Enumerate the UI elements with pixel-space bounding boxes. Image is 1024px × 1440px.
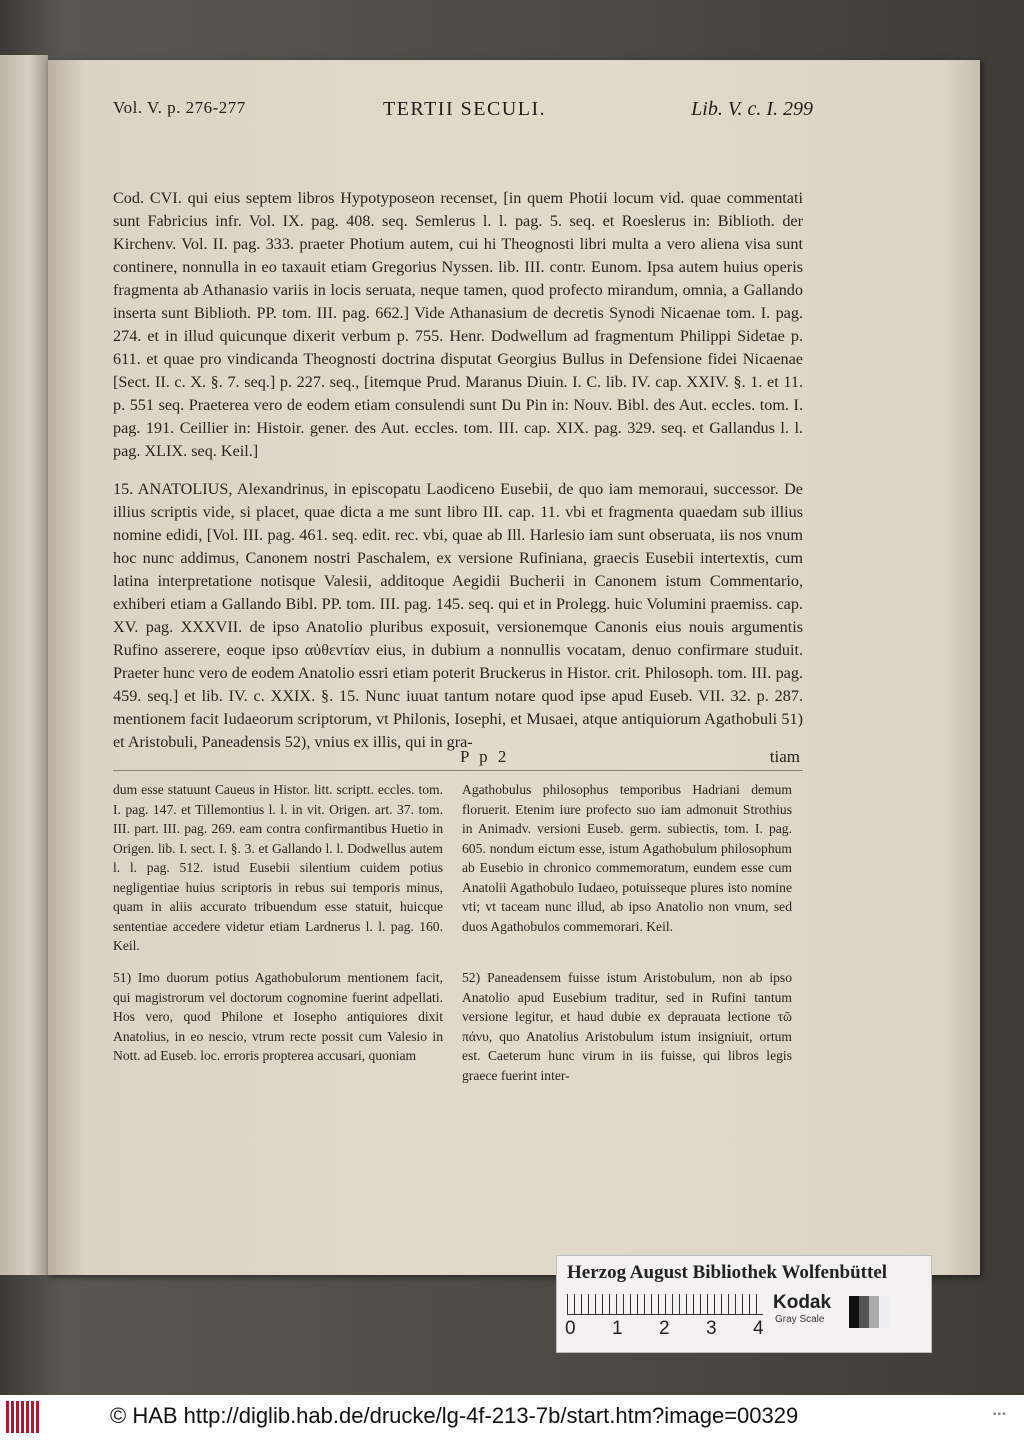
ruler-number: 4 — [753, 1318, 764, 1339]
kodak-logo: Kodak — [773, 1292, 832, 1313]
signature-mark: P p 2 — [460, 747, 510, 766]
header-volume-ref: Vol. V. p. 276-277 — [113, 98, 246, 117]
header-title: TERTII SECULI. — [383, 98, 547, 120]
ruler-number: 3 — [706, 1318, 717, 1339]
dots-icon[interactable]: ▪▪▪ — [993, 1409, 1007, 1420]
main-paragraph-1: Cod. CVI. qui eius septem libros Hypotyposeon recenset, [in quem Photii locum vid. quae commentati sunt Fabricius infr. Vol. IX. pag. 408. seq. Semlerus l. l. pag. 5. seq. et Roeslerus in: Biblioth. der Kirchenv. Vol. II. pag. 333. praeter Photium autem, cui hi Theognosti libri multa a vero aliena visa sunt continere, nonnulla in eo taxauit etiam Gregorius Nyssen. lib. III. contr. Eunom. Ipsa autem huius operis fragmenta ab Athanasio variis in locis seruata, neque tamen, quod profecto mirandum, omnia, a Gallando inserta sunt Biblioth. PP. tom. III. pag. 662.] Vide Athanasium de decretis Synodi Nicaenae tom. I. pag. 274. et in illud quicunque dixerit verbum p. 755. Henr. Dodwellum ad fragmentum Philippi Sidetae p. 611. et quae pro vindicanda Theognosti doctrina disputat Georgius Bullus in Defensione fidei Nicaenae [Sect. II. c. X. §. 7. seq.] p. 227. seq., [itemque Prud. Maranus Diuin. I. C. lib. IV. cap. XXIV. §. 1. et 11. p. 551 seq. Praeterea vero de eodem etiam consulendi sunt Du Pin in: Nouv. Bibl. des Aut. eccles. tom. I. pag. 191. Ceillier in: Histoir. gener. des Aut. eccles. tom. III. cap. XIX. pag. 329. seq. et Gallandus l. l. pag. XLIX. seq. Keil.] — [113, 189, 803, 460]
scale-ruler — [567, 1294, 763, 1315]
main-paragraph-2: 15. ANATOLIUS, Alexandrinus, in episcopatu Laodiceno Eusebii, de quo iam memoraui, successor. De illius scriptis vide, si placet, quae dicta a me sunt libro III. cap. 11. vbi et fragmenta quaedam sub illius nomine edidi, [Vol. III. pag. 461. seq. edit. rec. vbi, quae ab Ill. Harlesio iam sunt obseruata, iis nos vnum hoc nunc addimus, Canonem nostri Paschalem, ex versione Rufiniana, graecis Eusebii intertextis, cum latina interpretatione notisque Valesii, additoque Aegidii Bucherii in Canonem istum Commentario, exhiberi etiam a Gallando Bibl. PP. tom. III. pag. 145. seq. qui et in Prolegg. huic Volumini praemiss. cap. XV. pag. XXXVII. de ipso Anatolio pluribus exposuit, versionemque Canonis eius nouis argumentis Rufino asserere, eoque ipso αὐθεντίαν eius, in dubium a nonnullis vocatam, denuo confirmare studuit. Praeter hunc vero de eodem Anatolio essri etiam poterit Bruckerus in Histor. crit. Philosoph. tom. III. pag. 459. seq.] et lib. IV. c. XXIX. §. 15. Nunc iuuat tantum notare quod ipse apud Euseb. VII. 32. p. 287. mentionem facit Iudaeorum scriptorum, vt Philonis, Iosephi, et Musaei, atque antiquiorum Agathobuli 51) et Aristobuli, Paneadensis 52), vnius ex illis, qui in gra- — [113, 480, 803, 751]
footnote-column-left-top: dum esse statuunt Caueus in Histor. litt. scriptt. eccles. tom. I. pag. 147. et Tillemontius l. l. in vit. Origen. art. 37. tom. III. part. III. pag. 269. eam contra confirmantibus Huetio in Origen. lib. I. sect. I. §. 3. et Gallando l. l. Dodwellus autem l. l. pag. 512. istud Eusebii silentium cuidem potius negligentiae huius scriptoris in rebus sui temporis minus, quam in aliis accurato tribuendum esse statuit, huicque sententiae accedere videtur etiam Lardnerus l. l. pag. 160. Keil. — [113, 782, 443, 953]
footnote-51: 51) Imo duorum potius Agathobulorum mentionem facit, qui magistrorum vel doctorum cognomine fuerint adpellati. Hos vero, quod Philone et Iosepho antiquiores dixit Anatolius, in eo nescio, vtrum recte possit cum Valesio in Nott. ad Euseb. loc. erroris propterea accusari, quoniam — [113, 970, 443, 1063]
library-color-card — [556, 1255, 932, 1353]
library-name: Herzog August Bibliothek Wolfenbüttel — [567, 1262, 888, 1283]
footnote-52: 52) Paneadensem fuisse istum Aristobulum, non ab ipso Anatolio apud Eusebium traditur, sed in Rufini tantum versione legitur, et haud dubie ex deprauata lectione τῶ πάνυ, quo Anatolius Aristobulum istum insigniuit, ortum est. Caeterum hunc virum in iis fuisse, qui libros legis graece fuerint inter- — [462, 970, 792, 1083]
copyright-url-link[interactable]: © HAB http://diglib.hab.de/drucke/lg-4f-213-7b/start.htm?image=00329 — [110, 1403, 799, 1428]
hab-logo-icon[interactable] — [6, 1401, 40, 1433]
running-header — [113, 98, 813, 128]
footnote-divider — [113, 770, 803, 771]
header-book-chapter: Lib. V. c. I. 299 — [691, 98, 813, 120]
ruler-number: 0 — [565, 1318, 576, 1339]
footnote-column-right-top: Agathobulus philosophus temporibus Hadriani demum floruerit. Etenim iure profecto suo iam admonuit Strothius in Animadv. versioni Euseb. germ. subiectis, tom. I. pag. 605. nondum eictum esse, istum Agathobulum philosophum ab Eusebio in chronico commemoratum, eundem esse cum Anatolii Agathobulo Iudaeo, potuisseque plures isto nomine vti; vt taceam nunc illud, ab ipso Anatolio non vnum, sed duos Agathobulos commemorari. Keil. — [462, 782, 792, 934]
ruler-number: 2 — [659, 1318, 670, 1339]
gray-scale-patches — [849, 1296, 889, 1328]
catchword: tiam — [769, 747, 800, 766]
footer-bar — [0, 1395, 1024, 1440]
ruler-number: 1 — [612, 1318, 623, 1339]
kodak-gray-scale-label: Gray Scale — [775, 1314, 825, 1325]
